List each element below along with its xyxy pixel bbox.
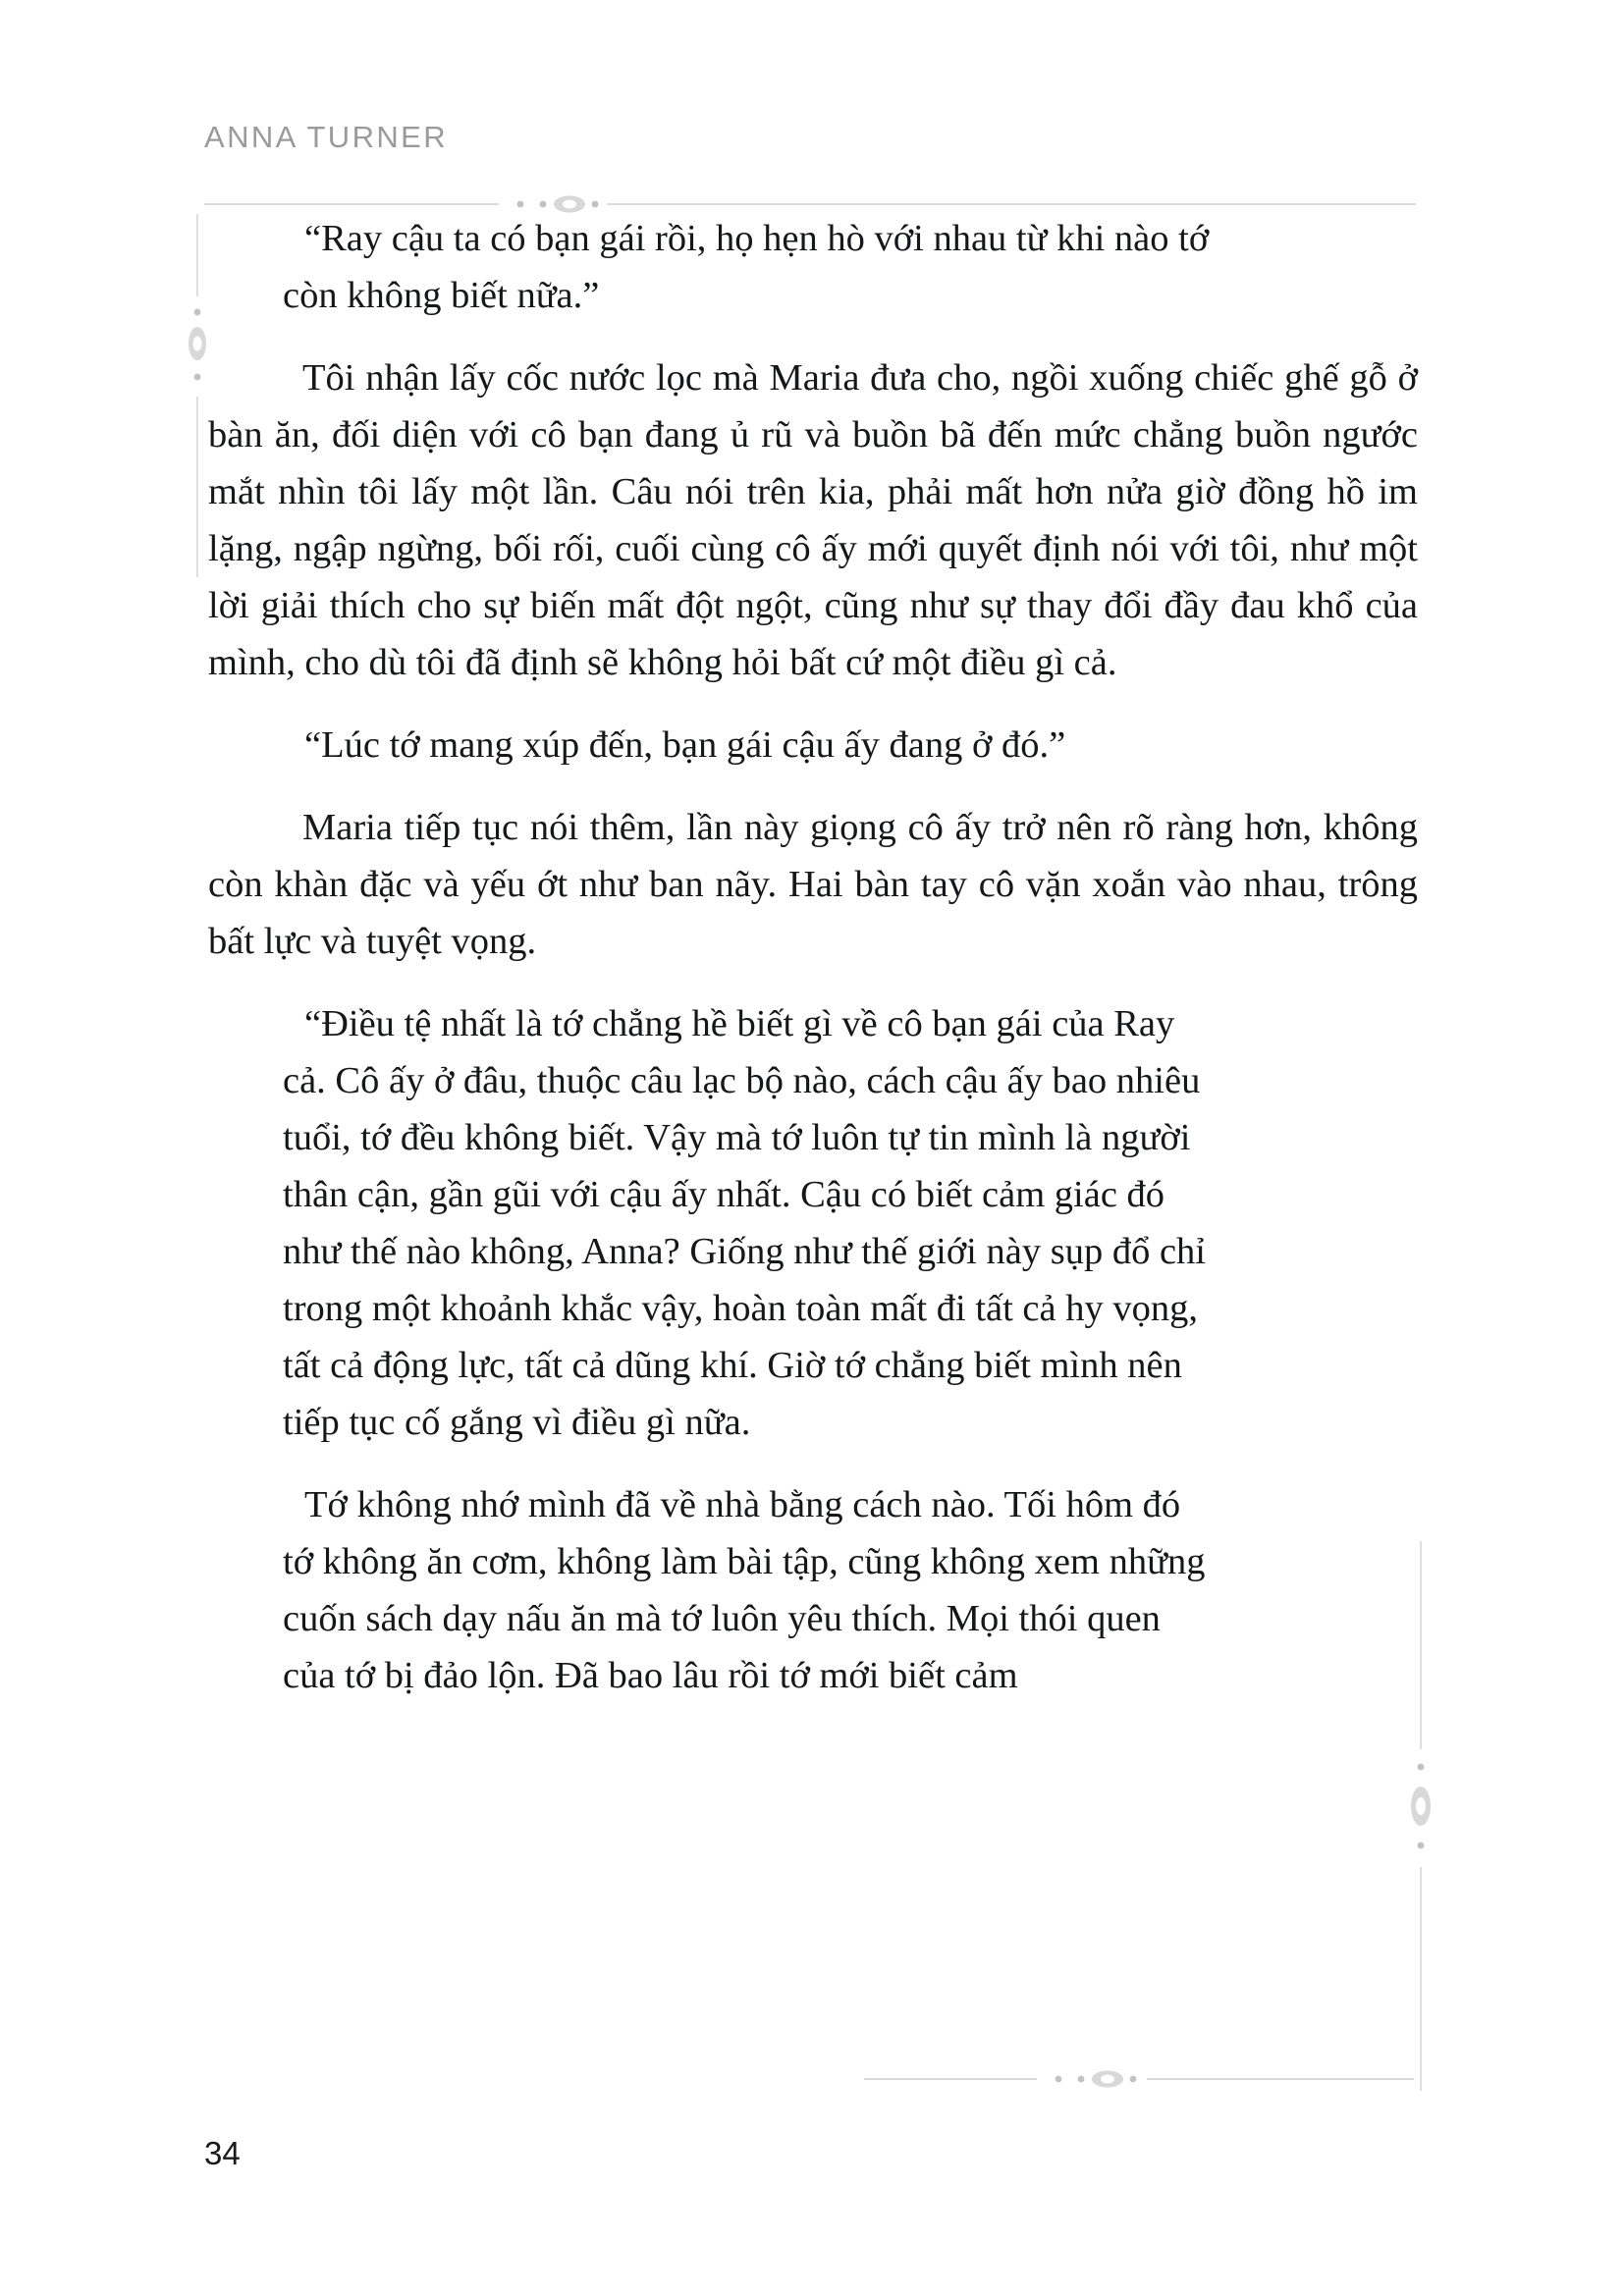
paragraph: Maria tiếp tục nói thêm, lần này giọng cô ấy trở nên rõ ràng hơn, không còn khàn đặc và yếu ớt như ban nãy. Hai bàn tay cô vặn xoắn vào nhau, trông bất lực và tuyệt vọng. [208,807,1418,962]
paragraph: Tớ không nhớ mình đã về nhà bằng cách nào. Tối hôm đó tớ không ăn cơm, không làm bài tập, cũng không xem những cuốn sách dạy nấu ăn mà tớ luôn yêu thích. Mọi thói quen của tớ bị đảo lộn. Đã bao lâu rồi tớ mới biết cảm [283,1484,1206,1696]
paragraph: “Điều tệ nhất là tớ chẳng hề biết gì về cô bạn gái của Ray cả. Cô ấy ở đâu, thuộc câu lạc bộ nào, cách cậu ấy bao nhiêu tuổi, tớ đều không biết. Vậy mà tớ luôn tự tin mình là người thân cận, gần gũi với cậu ấy nhất. Cậu có biết cảm giác đó như thế nào không, Anna? Giống như thế giới này sụp đổ chỉ trong một khoảnh khắc vậy, hoàn toàn mất đi tất cả hy vọng, tất cả động lực, tất cả dũng khí. Giờ tớ chẳng biết mình nên tiếp tục cố gắng vì điều gì nữa. [283,1003,1206,1443]
running-head: ANNA TURNER [204,120,449,154]
paragraph: “Lúc tớ mang xúp đến, bạn gái cậu ấy đang ở đó.” [304,724,1066,766]
page-number: 34 [204,2135,241,2171]
paragraph: “Ray cậu ta có bạn gái rồi, họ hẹn hò với nhau từ khi nào tớ còn không biết nữa.” [283,218,1210,316]
ornament-bottom [864,2067,1414,2091]
paragraph: Tôi nhận lấy cốc nước lọc mà Maria đưa cho, ngồi xuống chiếc ghế gỗ ở bàn ăn, đối diện với cô bạn đang ủ rũ và buồn bã đến mức chẳng buồn ngước mắt nhìn tôi lấy một lần. Câu nói trên kia, phải mất hơn nửa giờ đồng hồ im lặng, ngập ngừng, bối rối, cuối cùng cô ấy mới quyết định nói với tôi, như một lời giải thích cho sự biến mất đột ngột, cũng như sự thay đổi đầy đau khổ của mình, cho dù tôi đã định sẽ không hỏi bất cứ một điều gì cả. [208,357,1418,683]
page-body [208,210,1418,1730]
